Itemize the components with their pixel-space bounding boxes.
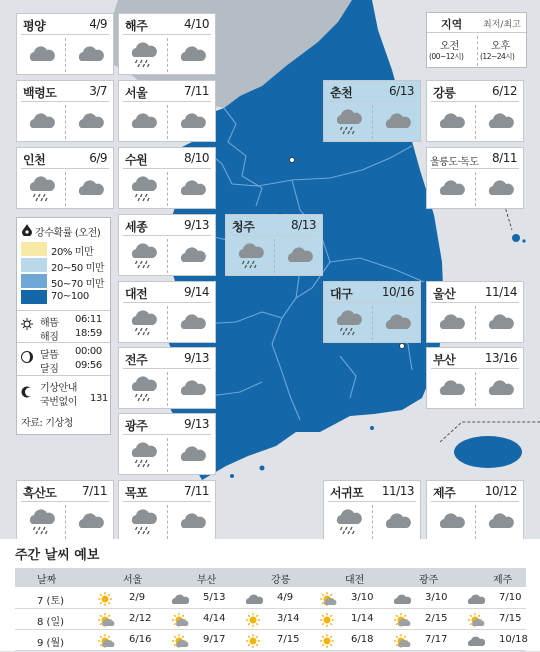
city-temp: 8/11 <box>492 151 517 165</box>
city-name: 광주 <box>125 419 148 433</box>
weekly-header-cell: 광주 <box>419 575 439 586</box>
cloud-icon <box>25 108 57 136</box>
city-name: 춘천 <box>330 86 353 100</box>
weekly-temp: 7/15 <box>277 634 300 645</box>
sun-icon <box>319 612 337 631</box>
city-temp: 8/10 <box>184 151 209 165</box>
legend-swatch <box>21 242 47 256</box>
city-temp: 3/7 <box>89 84 107 98</box>
city-temp: 6/13 <box>389 84 414 98</box>
city-temp: 8/13 <box>291 218 316 232</box>
city-name: 부산 <box>433 353 456 367</box>
cloud-icon <box>467 591 485 610</box>
partly-cloudy-icon <box>467 612 485 631</box>
partly-cloudy-icon <box>97 612 115 631</box>
key-region-label: 지역 <box>441 18 463 31</box>
partly-cloudy-icon <box>393 612 411 631</box>
cloud-icon <box>176 508 208 536</box>
cloud-icon <box>245 591 263 610</box>
legend-level-label: 70~100 <box>51 291 89 302</box>
city-card-seoul <box>118 80 216 142</box>
city-temp: 10/12 <box>484 484 517 498</box>
city-temp: 13/16 <box>484 351 517 365</box>
cloud-icon <box>484 508 516 536</box>
cloud-icon <box>74 108 106 136</box>
info-label-1: 기상안내 <box>40 383 78 394</box>
city-card-gwangju <box>118 413 216 475</box>
city-temp: 6/12 <box>492 84 517 98</box>
city-temp: 9/14 <box>184 285 209 299</box>
city-temp: 11/14 <box>484 285 517 299</box>
legend-level-label: 20% 미만 <box>51 247 94 258</box>
cloud-icon <box>435 108 467 136</box>
weekly-temp: 6/18 <box>351 634 374 645</box>
city-name: 대전 <box>125 287 148 301</box>
city-card-incheon <box>16 147 114 209</box>
ulleungdo-island <box>512 234 520 242</box>
city-name: 서귀포 <box>330 486 364 500</box>
legend-title: 강수확률 (오전) <box>35 228 101 239</box>
weekly-date: 9 (월) <box>37 638 65 649</box>
key-am-label: 오전 <box>440 41 460 52</box>
cloud-icon <box>381 108 413 136</box>
city-temp: 9/13 <box>184 351 209 365</box>
city-card-ulsan <box>426 281 524 343</box>
rain-cloud-icon <box>127 508 159 536</box>
cloud-icon <box>176 242 208 270</box>
city-card-heuksando <box>16 480 114 542</box>
weekly-date: 7 (토) <box>37 596 65 607</box>
cloud-icon <box>127 108 159 136</box>
city-card-daejeon <box>118 281 216 343</box>
city-temp: 4/10 <box>184 17 209 31</box>
city-temp: 10/16 <box>381 285 414 299</box>
city-name: 목포 <box>125 486 148 500</box>
city-temp: 4/9 <box>89 17 107 31</box>
weekly-header-cell: 부산 <box>197 575 217 586</box>
city-name: 대구 <box>330 287 353 301</box>
weekly-row <box>15 630 526 651</box>
sunrise-time: 06:11 <box>75 314 102 325</box>
cloud-icon <box>435 508 467 536</box>
weekly-temp: 2/12 <box>129 613 152 624</box>
island <box>260 466 265 471</box>
key-am-hours: (00~12시) <box>429 52 464 61</box>
city-temp: 11/13 <box>381 484 414 498</box>
cloud-icon <box>176 108 208 136</box>
city-card-sejong <box>118 214 216 276</box>
partly-cloudy-icon <box>171 612 189 631</box>
city-temp: 6/9 <box>89 151 107 165</box>
cloud-icon <box>435 309 467 337</box>
weekly-row <box>15 588 526 609</box>
cloud-icon <box>74 41 106 69</box>
weekly-header-cell: 날짜 <box>37 575 57 586</box>
city-name: 세종 <box>125 220 148 234</box>
info-label-2: 국번없이 <box>40 397 78 408</box>
cloud-icon <box>435 375 467 403</box>
cloud-icon <box>176 441 208 469</box>
weekly-temp: 4/9 <box>277 592 294 603</box>
city-card-baengnyeongdo <box>16 80 114 142</box>
weekly-temp: 9/17 <box>203 634 226 645</box>
city-name: 강릉 <box>433 86 456 100</box>
cloud-icon <box>484 309 516 337</box>
sunrise-icon <box>21 318 33 333</box>
sun-icon <box>97 591 115 610</box>
weekly-header-row <box>15 568 526 587</box>
city-card-ulleungdo <box>426 147 524 209</box>
cloud-icon <box>74 175 106 203</box>
rain-cloud-icon <box>127 375 159 403</box>
source-label: 자료: 기상청 <box>21 418 74 429</box>
moonrise-time: 00:00 <box>75 346 102 357</box>
legend-swatch <box>21 258 47 272</box>
dokdo-island <box>522 239 525 242</box>
weekly-header-cell: 서울 <box>123 575 143 586</box>
city-card-chuncheon <box>323 80 421 142</box>
city-name: 제주 <box>433 486 456 500</box>
cloud-icon <box>176 175 208 203</box>
weekly-header-cell: 강릉 <box>271 575 291 586</box>
sun-icon <box>245 633 263 652</box>
rain-cloud-icon <box>127 41 159 69</box>
city-card-jeonju <box>118 347 216 409</box>
cloud-icon <box>393 591 411 610</box>
moonset-label: 달짐 <box>40 364 59 375</box>
city-temp: 9/13 <box>184 218 209 232</box>
city-name: 청주 <box>232 220 255 234</box>
city-name: 울산 <box>433 287 456 301</box>
moon-phase-icon <box>21 386 33 401</box>
cloud-icon <box>484 175 516 203</box>
precipitation-legend <box>16 217 111 435</box>
city-card-cheongju <box>225 214 323 276</box>
weekly-temp: 7/17 <box>425 634 448 645</box>
key-minmax-label: 최저/최고 <box>483 20 521 30</box>
island <box>370 426 374 430</box>
sun-icon <box>319 633 337 652</box>
city-name: 해주 <box>125 19 148 33</box>
rain-cloud-icon <box>127 309 159 337</box>
city-card-suwon <box>118 147 216 209</box>
weekly-temp: 3/10 <box>351 592 374 603</box>
city-card-jeju <box>426 480 524 542</box>
cloud-icon <box>435 175 467 203</box>
moon-icon <box>21 351 33 366</box>
weekly-temp: 2/15 <box>425 613 448 624</box>
rain-cloud-icon <box>332 309 364 337</box>
sunrise-label: 해뜸 <box>40 318 59 329</box>
city-card-mokpo <box>118 480 216 542</box>
rain-cloud-icon <box>25 508 57 536</box>
city-name: 흑산도 <box>23 486 57 500</box>
cloud-icon <box>25 41 57 69</box>
legend-swatch <box>21 274 47 288</box>
partly-cloudy-icon <box>319 591 337 610</box>
partly-cloudy-icon <box>97 633 115 652</box>
legend-level-label: 20~50 미만 <box>51 263 105 274</box>
city-temp: 9/13 <box>184 417 209 431</box>
island <box>230 474 234 478</box>
weekly-header-cell: 대전 <box>345 575 365 586</box>
city-name: 평양 <box>23 19 46 33</box>
cloud-icon <box>74 508 106 536</box>
info-number: 131 <box>90 393 108 404</box>
rain-cloud-icon <box>332 508 364 536</box>
weekly-title: 주간 날씨 예보 <box>15 548 100 563</box>
city-name: 백령도 <box>23 86 57 100</box>
cloud-icon <box>176 309 208 337</box>
partly-cloudy-icon <box>171 633 189 652</box>
weekly-temp: 7/10 <box>499 592 522 603</box>
rain-cloud-icon <box>332 108 364 136</box>
city-name: 울릉도·독도 <box>430 157 479 168</box>
weekly-forecast-table <box>15 568 526 651</box>
raindrop-icon <box>22 224 32 239</box>
city-card-pyongyang <box>16 13 114 75</box>
cloud-icon <box>171 591 189 610</box>
forecast-key-box <box>426 12 527 68</box>
weekly-temp: 6/16 <box>129 634 152 645</box>
city-card-haeju <box>118 13 216 75</box>
rain-cloud-icon <box>127 175 159 203</box>
city-card-gangneung <box>426 80 524 142</box>
cloud-icon <box>484 375 516 403</box>
city-temp: 7/11 <box>82 484 107 498</box>
weekly-temp: 4/14 <box>203 613 226 624</box>
cloud-icon <box>467 633 485 652</box>
city-temp: 7/11 <box>184 84 209 98</box>
city-card-daegu <box>323 281 421 343</box>
cloud-icon <box>381 309 413 337</box>
rain-cloud-icon <box>127 242 159 270</box>
weekly-temp: 7/15 <box>499 613 522 624</box>
weekly-row <box>15 609 526 630</box>
cloud-icon <box>484 108 516 136</box>
cloud-icon <box>176 375 208 403</box>
sunset-time: 18:59 <box>75 328 102 339</box>
cloud-icon <box>283 242 315 270</box>
weekly-temp: 3/14 <box>277 613 300 624</box>
weekly-header-cell: 제주 <box>493 575 513 586</box>
key-pm-label: 오후 <box>491 41 511 52</box>
city-name: 수원 <box>125 153 148 167</box>
city-temp: 7/11 <box>184 484 209 498</box>
city-name: 전주 <box>125 353 148 367</box>
city-name: 인천 <box>23 153 46 167</box>
weekly-temp: 1/14 <box>351 613 374 624</box>
weekly-date: 8 (일) <box>37 617 65 628</box>
city-card-seogwipo <box>323 480 421 542</box>
cloud-icon <box>381 508 413 536</box>
partly-cloudy-icon <box>393 633 411 652</box>
sun-icon <box>245 612 263 631</box>
legend-level-label: 50~70 미만 <box>51 279 105 290</box>
moonset-time: 09:56 <box>75 360 102 371</box>
jeju-island <box>454 436 522 468</box>
city-card-busan <box>426 347 524 409</box>
sunset-label: 해짐 <box>40 332 59 343</box>
moonrise-label: 달뜸 <box>40 350 59 361</box>
rain-cloud-icon <box>234 242 266 270</box>
weekly-temp: 5/13 <box>203 592 226 603</box>
weekly-temp: 2/9 <box>129 592 146 603</box>
key-pm-hours: (12~24시) <box>480 52 515 61</box>
rain-cloud-icon <box>127 441 159 469</box>
rain-cloud-icon <box>25 175 57 203</box>
weekly-temp: 10/18 <box>499 634 528 645</box>
cloud-icon <box>176 41 208 69</box>
weekly-temp: 3/10 <box>425 592 448 603</box>
city-name: 서울 <box>125 86 148 100</box>
legend-swatch <box>21 290 47 304</box>
